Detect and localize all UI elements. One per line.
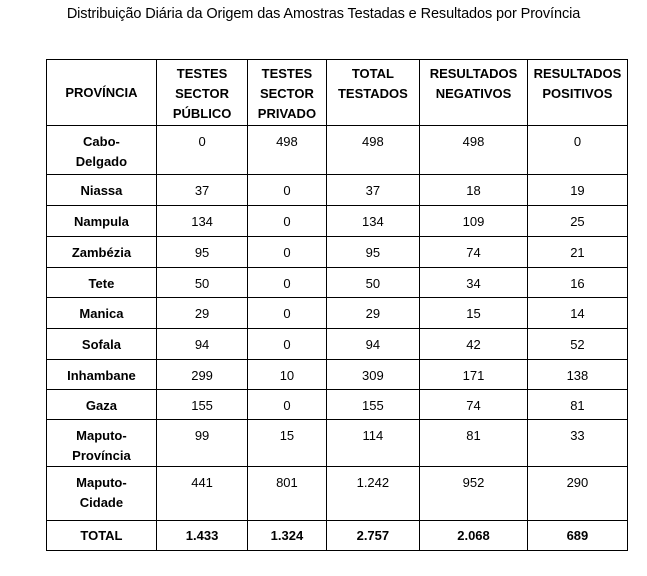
- cell-negativos: 34: [420, 268, 528, 298]
- cell-total: 94: [326, 329, 420, 360]
- province-name-line: Nampula: [73, 214, 129, 229]
- header-line: NEGATIVOS: [435, 86, 512, 101]
- header-resultados-negativos: [420, 60, 528, 126]
- province-name: [47, 206, 157, 237]
- cell-positivos: 14: [527, 298, 627, 329]
- header-line: PÚBLICO: [172, 106, 232, 121]
- header-line: TESTES: [176, 66, 228, 81]
- header-testes-sector-publico: [156, 60, 247, 126]
- total-total: 2.757: [326, 521, 420, 551]
- province-name: [47, 329, 157, 360]
- province-name-line: Cidade: [79, 495, 124, 510]
- total-positivos: 689: [527, 521, 627, 551]
- cell-publico: 29: [156, 298, 247, 329]
- cell-negativos: 81: [420, 420, 528, 467]
- cell-negativos: 171: [420, 360, 528, 390]
- cell-privado: 10: [248, 360, 326, 390]
- table-row: [47, 126, 628, 175]
- cell-privado: 0: [248, 206, 326, 237]
- cell-total: 37: [326, 175, 420, 206]
- cell-total: 155: [326, 390, 420, 420]
- province-name-line: Gaza: [85, 398, 117, 413]
- cell-positivos: 19: [527, 175, 627, 206]
- table-row: [47, 390, 628, 420]
- province-name-line: Cabo-: [83, 134, 120, 149]
- cell-privado: 15: [248, 420, 326, 467]
- province-name-line: Maputo-: [76, 475, 127, 490]
- cell-negativos: 74: [420, 390, 528, 420]
- cell-negativos: 74: [420, 237, 528, 268]
- cell-privado: 0: [248, 268, 326, 298]
- cell-total: 95: [326, 237, 420, 268]
- province-name-line: Zambézia: [71, 245, 132, 260]
- province-name-line: Província: [72, 448, 131, 463]
- cell-negativos: 498: [420, 126, 528, 175]
- cell-privado: 0: [248, 237, 326, 268]
- cell-total: 114: [326, 420, 420, 467]
- cell-publico: 299: [156, 360, 247, 390]
- table-row: [47, 360, 628, 390]
- cell-negativos: 952: [420, 467, 528, 521]
- header-line: SECTOR: [259, 86, 314, 101]
- cell-positivos: 81: [527, 390, 627, 420]
- province-name: [47, 298, 157, 329]
- table-row: [47, 298, 628, 329]
- table-row: [47, 237, 628, 268]
- cell-privado: 0: [248, 298, 326, 329]
- province-name: [47, 420, 157, 467]
- cell-publico: 0: [156, 126, 247, 175]
- cell-total: 29: [326, 298, 420, 329]
- total-label: TOTAL: [47, 521, 157, 551]
- header-line: RESULTADOS: [429, 66, 518, 81]
- table-body: [47, 126, 628, 551]
- cell-total: 50: [326, 268, 420, 298]
- cell-positivos: 0: [527, 126, 627, 175]
- cell-publico: 50: [156, 268, 247, 298]
- province-name-line: Maputo-: [76, 428, 127, 443]
- cell-negativos: 109: [420, 206, 528, 237]
- cell-privado: 0: [248, 175, 326, 206]
- cell-negativos: 42: [420, 329, 528, 360]
- header-total-testados: [326, 60, 420, 126]
- province-name-line: Manica: [79, 306, 124, 321]
- cell-positivos: 290: [527, 467, 627, 521]
- province-name: [47, 360, 157, 390]
- header-line: PROVÍNCIA: [65, 84, 138, 100]
- province-name-line: Tete: [88, 276, 115, 291]
- table-row: [47, 206, 628, 237]
- document-title: Distribuição Diária da Origem das Amostras Testadas e Resultados por Província: [66, 6, 581, 22]
- cell-publico: 94: [156, 329, 247, 360]
- province-name-line: Delgado: [75, 154, 128, 169]
- cell-total: 498: [326, 126, 420, 175]
- header-provincia: [47, 60, 157, 126]
- cell-publico: 134: [156, 206, 247, 237]
- cell-negativos: 18: [420, 175, 528, 206]
- province-name-line: Inhambane: [67, 368, 136, 383]
- cell-positivos: 21: [527, 237, 627, 268]
- table-row: [47, 420, 628, 467]
- header-row: [47, 60, 628, 126]
- cell-positivos: 52: [527, 329, 627, 360]
- table-row: [47, 467, 628, 521]
- cell-publico: 155: [156, 390, 247, 420]
- table-row: [47, 268, 628, 298]
- total-publico: 1.433: [156, 521, 247, 551]
- cell-total: 309: [326, 360, 420, 390]
- header-testes-sector-privado: [248, 60, 326, 126]
- province-name-line: Niassa: [80, 183, 123, 198]
- table-row: [47, 175, 628, 206]
- table-header: [47, 60, 628, 126]
- province-name: [47, 390, 157, 420]
- header-line: RESULTADOS: [533, 66, 622, 81]
- header-line: TESTADOS: [337, 86, 408, 101]
- total-row: [47, 521, 628, 551]
- results-table: [46, 59, 628, 551]
- province-name: [47, 467, 157, 521]
- cell-publico: 37: [156, 175, 247, 206]
- cell-publico: 99: [156, 420, 247, 467]
- province-name: [47, 268, 157, 298]
- cell-negativos: 15: [420, 298, 528, 329]
- total-privado: 1.324: [248, 521, 326, 551]
- cell-privado: 498: [248, 126, 326, 175]
- cell-positivos: 16: [527, 268, 627, 298]
- cell-total: 1.242: [326, 467, 420, 521]
- header-line: PRIVADO: [257, 106, 317, 121]
- cell-positivos: 25: [527, 206, 627, 237]
- cell-privado: 801: [248, 467, 326, 521]
- table-row: [47, 329, 628, 360]
- cell-publico: 95: [156, 237, 247, 268]
- header-line: POSITIVOS: [542, 86, 613, 101]
- cell-positivos: 138: [527, 360, 627, 390]
- header-line: SECTOR: [175, 86, 230, 101]
- cell-publico: 441: [156, 467, 247, 521]
- cell-total: 134: [326, 206, 420, 237]
- header-line: TESTES: [261, 66, 313, 81]
- province-name: [47, 237, 157, 268]
- cell-positivos: 33: [527, 420, 627, 467]
- cell-privado: 0: [248, 329, 326, 360]
- province-name: [47, 175, 157, 206]
- total-negativos: 2.068: [420, 521, 528, 551]
- province-name-line: Sofala: [81, 337, 121, 352]
- cell-privado: 0: [248, 390, 326, 420]
- header-resultados-positivos: [527, 60, 627, 126]
- header-line: TOTAL: [351, 66, 394, 81]
- province-name: [47, 126, 157, 175]
